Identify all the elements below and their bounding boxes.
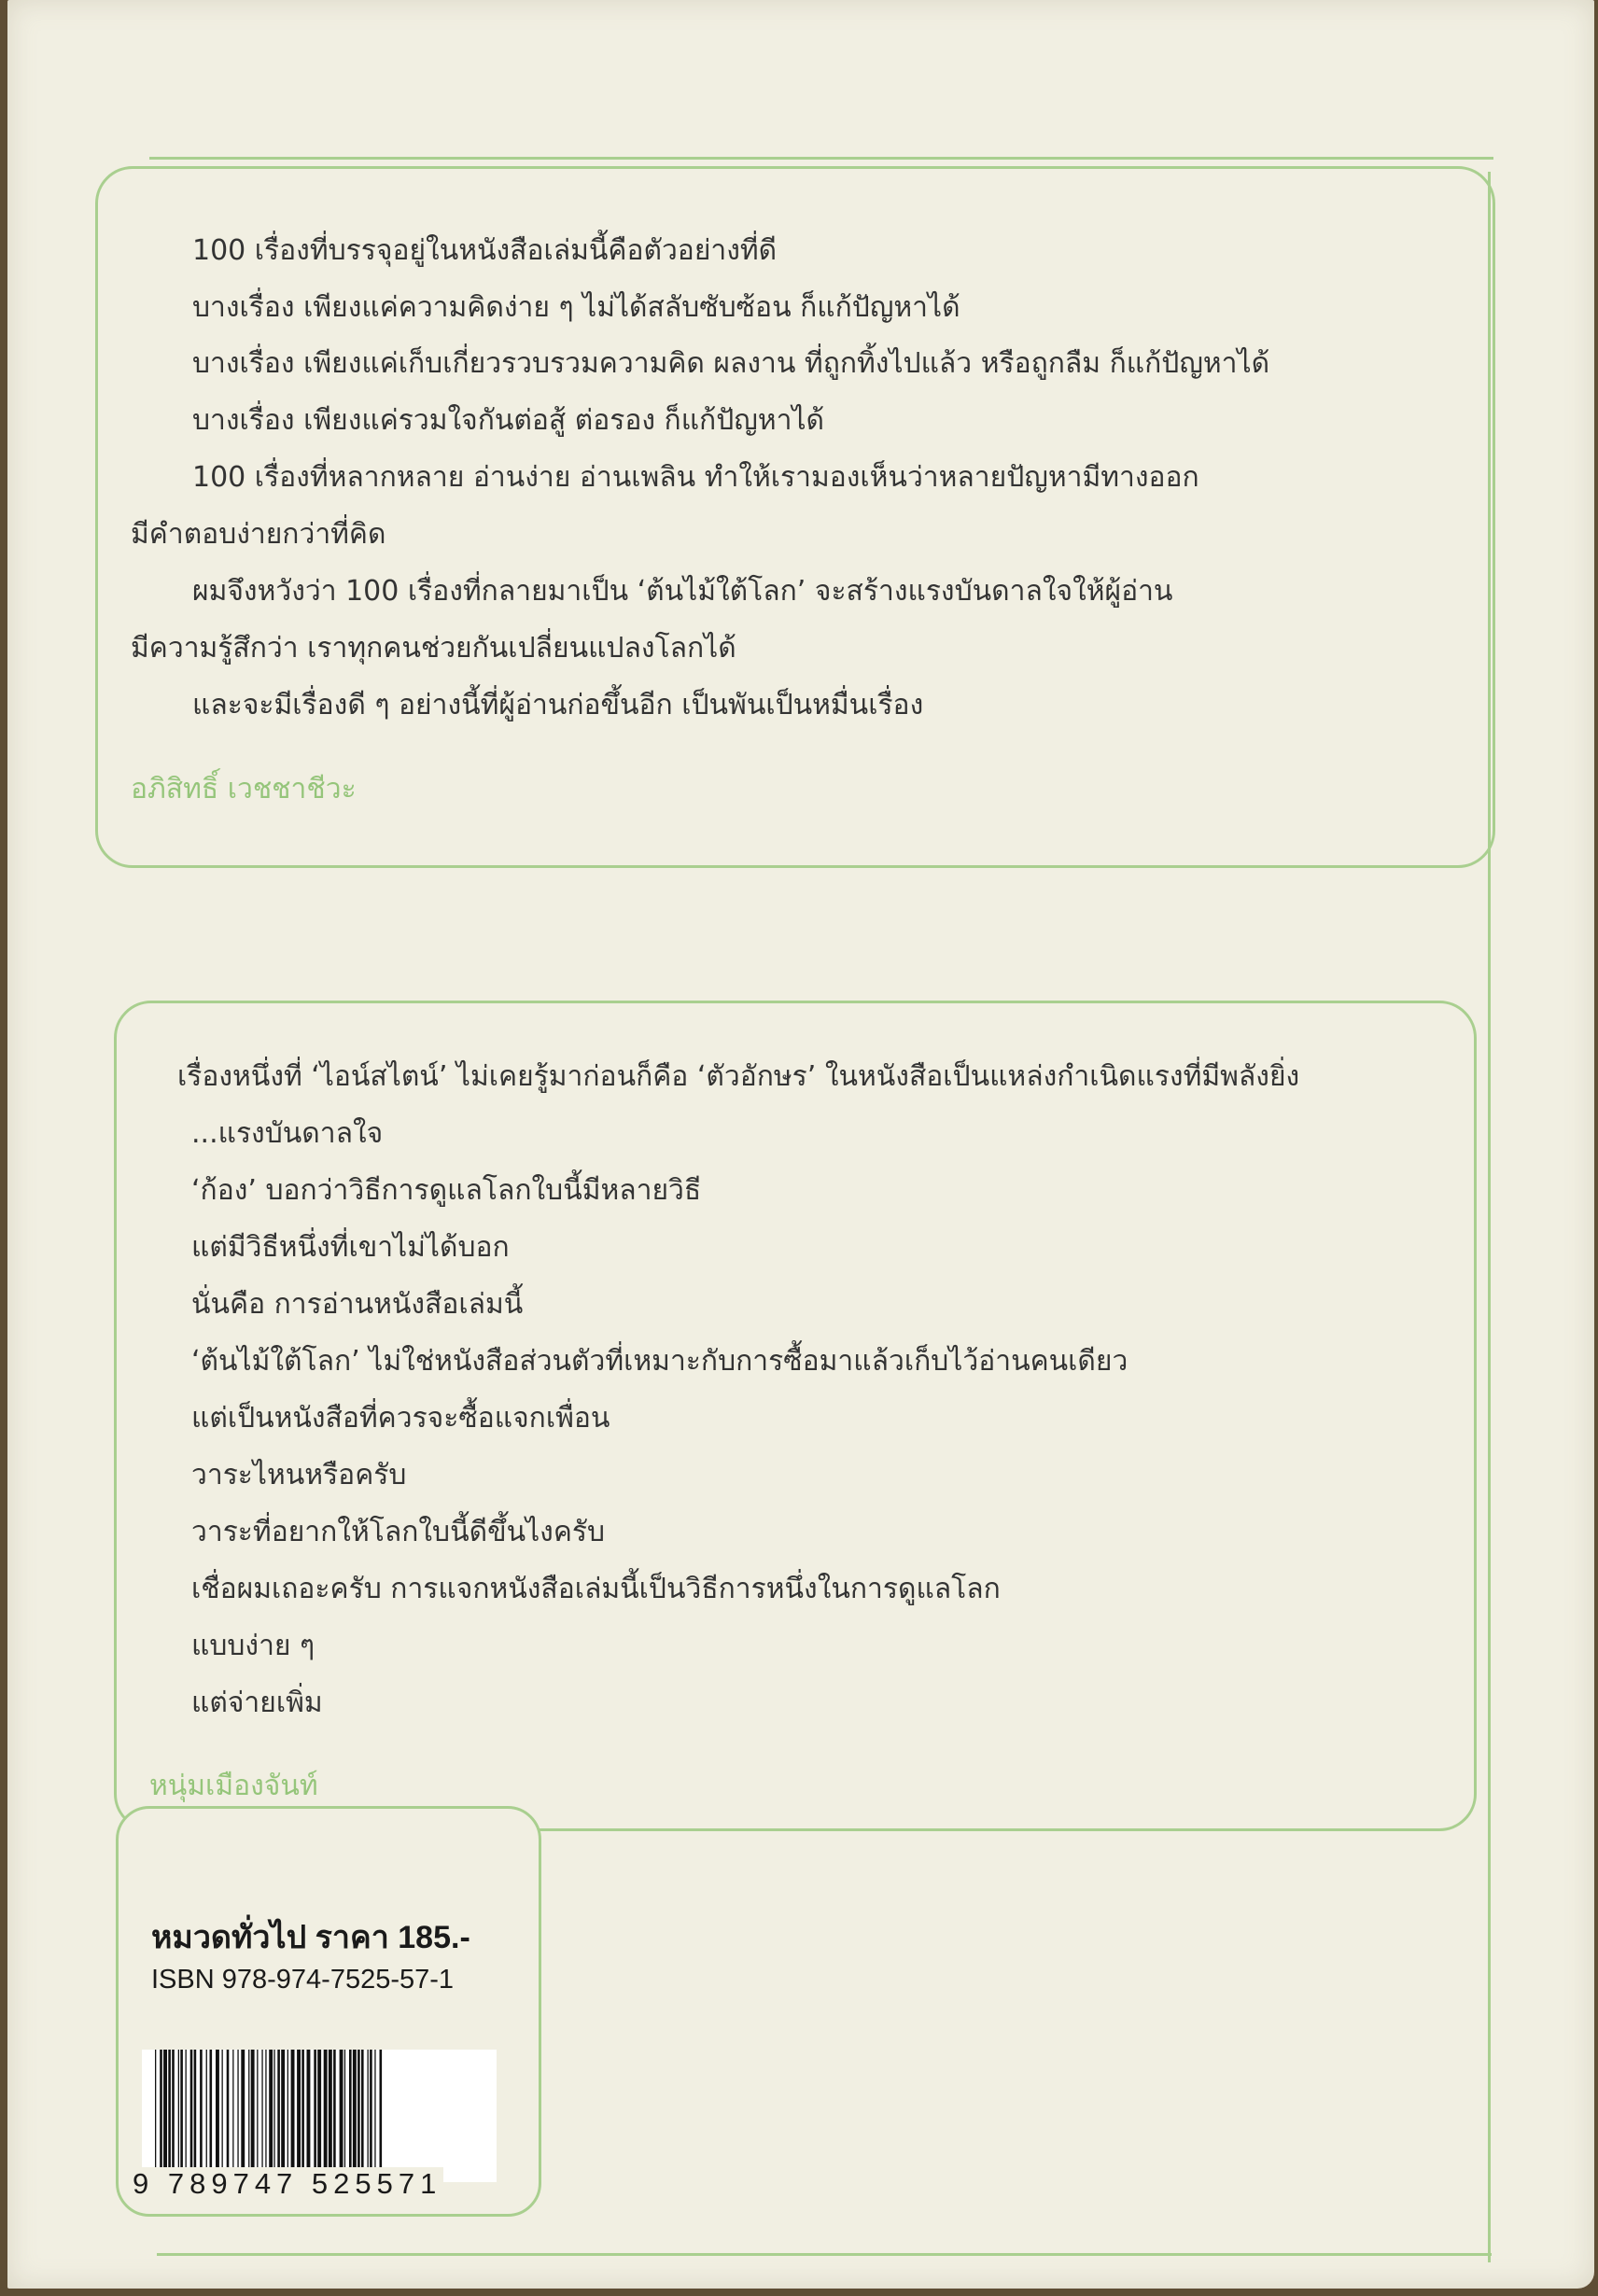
foreword-1-line: 100 เรื่องที่บรรจุอยู่ในหนังสือเล่มนี้คือตัวอย่างที่ดี — [192, 234, 778, 267]
foreword-2-line: เรื่องหนึ่งที่ ‘ไอน์สไตน์’ ไม่เคยรู้มาก่อนก็คือ ‘ตัวอักษร’ ในหนังสือเป็นแหล่งกำเนิดแรงที่มีพลังยิ่ง — [177, 1060, 1300, 1093]
isbn-number: ISBN 978-974-7525-57-1 — [151, 1965, 455, 1995]
foreword-1-line: มีความรู้สึกว่า เราทุกคนช่วยกันเปลี่ยนแปลงโลกได้ — [131, 632, 736, 665]
barcode-bar — [200, 2050, 203, 2182]
foreword-2-line: แต่เป็นหนังสือที่ควรจะซื้อแจกเพื่อน — [191, 1402, 610, 1435]
frame-top-line — [149, 157, 1493, 160]
barcode-bar — [340, 2050, 343, 2182]
barcode-bar — [317, 2050, 321, 2182]
barcode-bar — [210, 2050, 213, 2182]
foreword-1-line: บางเรื่อง เพียงแค่รวมใจกันต่อสู้ ต่อรอง ก็แก้ปัญหาได้ — [192, 404, 825, 437]
barcode-bar — [237, 2050, 238, 2182]
barcode-bar — [380, 2050, 383, 2182]
barcode-bar — [172, 2050, 175, 2182]
barcode-bar — [155, 2050, 156, 2182]
barcode-bar — [160, 2050, 162, 2182]
barcode-bar — [251, 2050, 255, 2182]
barcode-bar — [307, 2050, 311, 2182]
barcode-bar — [333, 2050, 336, 2182]
foreword-2-line: ‘ต้นไม้ใต้โลก’ ไม่ใช่หนังสือส่วนตัวที่เหมาะกับการซื้อมาแล้วเก็บไว้อ่านคนเดียว — [191, 1345, 1128, 1378]
barcode-bar — [297, 2050, 301, 2182]
foreword-1-signature: อภิสิทธิ์ เวชชาชีวะ — [131, 773, 357, 805]
barcode-bar — [374, 2050, 375, 2182]
barcode-bar — [261, 2050, 262, 2182]
barcode-bar — [370, 2050, 372, 2182]
barcode-bar — [281, 2050, 285, 2182]
barcode-bar — [180, 2050, 183, 2182]
barcode-bar — [277, 2050, 280, 2182]
barcode-bar — [206, 2050, 207, 2182]
barcode-bar — [241, 2050, 245, 2182]
barcode-bar — [190, 2050, 193, 2182]
foreword-2-signature: หนุ่มเมืองจันท์ — [149, 1770, 318, 1802]
barcode-bar — [168, 2050, 171, 2182]
barcode-bar — [248, 2050, 249, 2182]
barcode-bar — [357, 2050, 360, 2182]
barcode-bar — [291, 2050, 295, 2182]
barcode-bar — [186, 2050, 187, 2182]
foreword-2-line: แต่มีวิธีหนึ่งที่เขาไม่ได้บอก — [191, 1231, 510, 1264]
barcode-bar — [222, 2050, 223, 2182]
barcode-bar — [344, 2050, 345, 2182]
barcode-bar — [287, 2050, 288, 2182]
foreword-2-line: วาระที่อยากให้โลกใบนี้ดีขึ้นไงครับ — [191, 1516, 606, 1548]
barcode-bar — [273, 2050, 274, 2182]
frame-bottom-line — [157, 2253, 1492, 2256]
barcode-bar — [349, 2050, 352, 2182]
foreword-2-line: ...แรงบันดาลใจ — [191, 1117, 384, 1150]
barcode-bar — [269, 2050, 273, 2182]
barcode-bar — [361, 2050, 364, 2182]
barcode-bar — [194, 2050, 197, 2182]
barcode-bar — [232, 2050, 233, 2182]
barcode-bar — [314, 2050, 316, 2182]
barcode-bar — [329, 2050, 332, 2182]
barcode-bar — [265, 2050, 266, 2182]
foreword-1-line: มีคำตอบง่ายกว่าที่คิด — [131, 518, 386, 551]
foreword-2-line: แบบง่าย ๆ — [191, 1630, 315, 1662]
barcode-bar — [368, 2050, 369, 2182]
barcode-bar — [324, 2050, 328, 2182]
barcode-bar — [257, 2050, 258, 2182]
foreword-1-line: บางเรื่อง เพียงแค่เก็บเกี่ยวรวบรวมความคิด ผลงาน ที่ถูกทิ้งไปแล้ว หรือถูกลืม ก็แก้ปัญหาได้ — [192, 347, 1270, 380]
foreword-1-line: บางเรื่อง เพียงแค่ความคิดง่าย ๆ ไม่ได้สลับซับซ้อน ก็แก้ปัญหาได้ — [192, 291, 960, 324]
barcode-digits-text: 9 789747 525571 — [133, 2167, 442, 2200]
foreword-1-line: และจะมีเรื่องดี ๆ อย่างนี้ที่ผู้อ่านก่อขึ้นอีก เป็นพันเป็นหมื่นเรื่อง — [192, 689, 924, 721]
foreword-2-line: แต่จ่ายเพิ่ม — [191, 1687, 323, 1719]
barcode-bar — [353, 2050, 357, 2182]
category-price: หมวดทั่วไป ราคา 185.- — [151, 1920, 470, 1955]
foreword-1-line: ผมจึงหวังว่า 100 เรื่องที่กลายมาเป็น ‘ต้นไม้ใต้โลก’ จะสร้างแรงบันดาลใจให้ผู้อ่าน — [192, 575, 1173, 608]
barcode — [142, 2050, 497, 2182]
barcode-bar — [178, 2050, 179, 2182]
barcode-bar — [216, 2050, 219, 2182]
barcode-digits — [131, 2167, 513, 2201]
foreword-1-line: 100 เรื่องที่หลากหลาย อ่านง่าย อ่านเพลิน ทำให้เรามองเห็นว่าหลายปัญหามีทางออก — [192, 461, 1199, 494]
foreword-2-line: นั่นคือ การอ่านหนังสือเล่มนี้ — [191, 1288, 524, 1321]
barcode-bar — [301, 2050, 304, 2182]
barcode-bar — [227, 2050, 230, 2182]
barcode-bar — [163, 2050, 167, 2182]
foreword-2-line: วาระไหนหรือครับ — [191, 1459, 407, 1491]
foreword-2-line: เชื่อผมเถอะครับ การแจกหนังสือเล่มนี้เป็นวิธีการหนึ่งในการดูแลโลก — [191, 1573, 1001, 1605]
foreword-2-line: ‘ก้อง’ บอกว่าวิธีการดูแลโลกใบนี้มีหลายวิธี — [191, 1174, 702, 1207]
barcode-bars-icon — [142, 2050, 497, 2182]
